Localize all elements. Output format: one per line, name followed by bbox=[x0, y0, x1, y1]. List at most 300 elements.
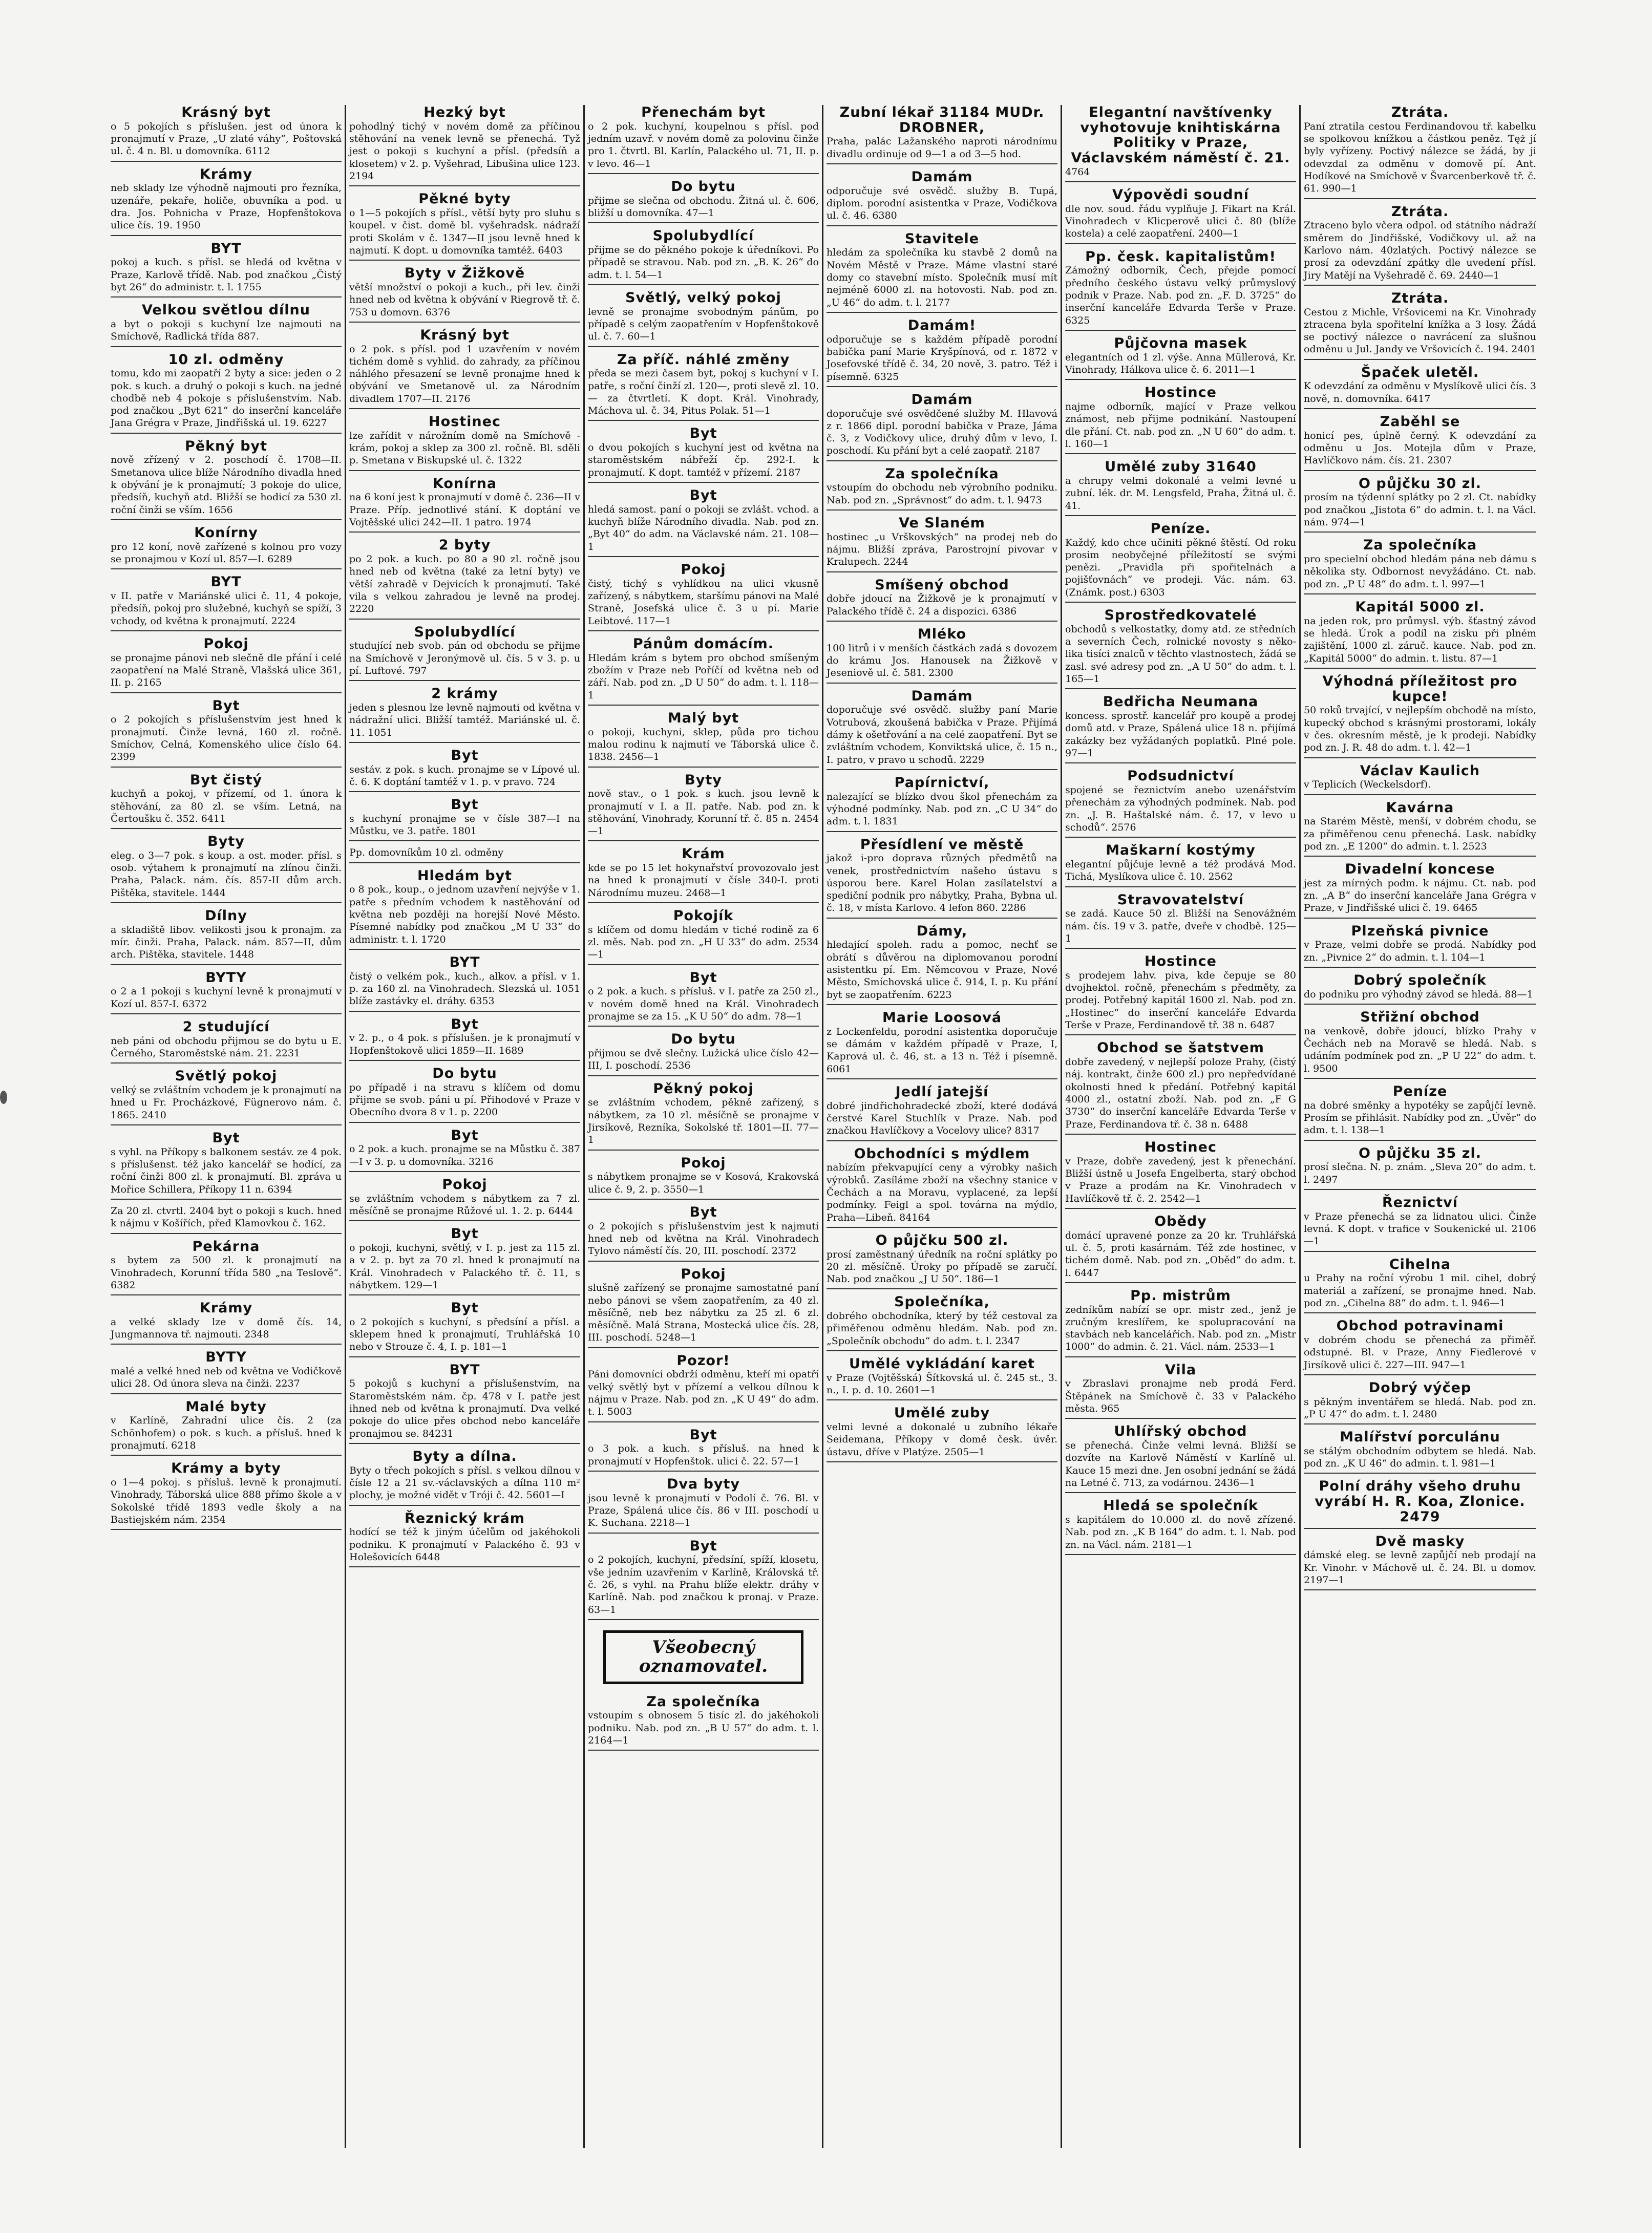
ad-heading: Umělé zuby 31640 bbox=[1105, 459, 1257, 475]
ad-text: s kapitálem do 10.000 zl. do nově zřízené. Nab. pod zn. „K B 164“ do adm. t. l. Nab. pod zn. na Václ. nám. 2181—1 bbox=[1065, 1514, 1296, 1550]
ad-heading: Smíšený obchod bbox=[875, 577, 1009, 593]
classified-ad bbox=[1304, 1146, 1536, 1190]
ad-text: dobré jindřichohradecké zboží, které dodává čerstvé Karel Stuchlík v Praze. Nab. pod značkou Havlíčkovy a Vocelovy ulice? 8317 bbox=[827, 1100, 1057, 1137]
classified-ad bbox=[588, 846, 819, 903]
classified-ad bbox=[588, 179, 819, 223]
ad-heading: Pokoj bbox=[681, 1155, 726, 1171]
classified-ad bbox=[111, 575, 342, 631]
ad-heading: Papírnictví, bbox=[894, 774, 990, 791]
ad-heading: Uhlířský obchod bbox=[1114, 1423, 1247, 1440]
classified-ad bbox=[1304, 365, 1536, 409]
classified-ad bbox=[827, 1233, 1057, 1290]
ad-heading: Spolubydlící bbox=[414, 624, 516, 640]
ad-heading: Damám bbox=[911, 688, 973, 704]
ad-text: na venkově, dobře jdoucí, blízko Prahy v Čechách neb na Moravě se hledá. Nab. s udáním podmínek pod zn. „P U 22“ do adm. t. l. 9500 bbox=[1304, 1025, 1536, 1074]
ad-heading: Malý byt bbox=[667, 710, 739, 726]
ad-heading: Za společníka bbox=[1363, 537, 1477, 554]
ad-heading: Bedřicha Neumana bbox=[1103, 694, 1259, 710]
ad-heading: Pokoj bbox=[442, 1176, 488, 1193]
ad-heading: Obchod potravinami bbox=[1336, 1318, 1504, 1334]
ad-text: se zvláštním vchodem s nábytkem za 7 zl. měsíčně se pronajme Růžové ul. 1. 2. p. 6444 bbox=[349, 1193, 580, 1217]
classified-ad bbox=[588, 562, 819, 631]
ad-text: předa se mezi časem byt, pokoj s kuchyní v I. patře, s roční činží zl. 120—, proti slevě zl. 10.— za čtvrtletí. K dopt. Král. Vinohrady, Máchova ul. č. 34, Pitus Polak. 51—1 bbox=[588, 368, 819, 417]
classified-ad bbox=[111, 1131, 342, 1200]
classified-ad bbox=[349, 797, 580, 841]
ad-heading: Hostinec bbox=[1145, 1139, 1217, 1155]
ad-text: neb páni od obchodu přijmou se do bytu u E. Černého, Staroměstské nám. 21. 2231 bbox=[111, 1035, 342, 1059]
ad-text: se přenechá. Činže velmi levná. Bližší se dozvíte na Karlově Náměstí v Karlíně ul. Kauce 15 mezi dne. Jen osobní jednání se žádá na Letné č. 713, za vodárnou. 2436—1 bbox=[1065, 1440, 1296, 1488]
classified-ad bbox=[827, 837, 1057, 919]
ad-heading: Pěkný byt bbox=[184, 438, 268, 454]
ad-text: s klíčem od domu hledám v tiché rodině za 6 zl. měs. Nab. pod zn. „H U 33“ do adm. 2534—1 bbox=[588, 924, 819, 961]
ad-text: 50 roků trvající, v nejlepším obchodě na místo, kupecký obchod s krásnými prostorami, lokály v čes. okresním městě, je k prodeji. Nabídky pod zn. J. R. 48 do adm. t. l. 42—1 bbox=[1304, 705, 1536, 754]
ad-text: se zadá. Kauce 50 zl. Bližší na Senovážném nám. čís. 19 v 3. patře, dveře v chodbě. 125—1 bbox=[1065, 908, 1296, 944]
ad-text: obchodů s velkostatky, domy atd. ze středních a severních Čech, rolnické novosty s něko- lika tisíci znalců v těchto vlastnostech, žádá se zasl. své adresy pod zn. „A U 50“ do adm. t. l. 165—1 bbox=[1065, 623, 1296, 685]
ad-heading: 2 krámy bbox=[431, 686, 498, 702]
classified-ad bbox=[1065, 769, 1296, 838]
ad-heading: Damám! bbox=[907, 317, 977, 333]
ad-text: 5 pokojů s kuchyní a příslušenstvím, na Staroměstském nám. čp. 478 v I. patře jest ihned neb od května k pronajmutí. Dva velké pokoje do ulice přes obchod nebo kanceláře pronajmou se. 84231 bbox=[349, 1378, 580, 1439]
ad-text: malé a velké hned neb od května ve Vodičkově ulici 28. Od února sleva na činži. 2237 bbox=[111, 1366, 342, 1390]
classified-ad bbox=[588, 1694, 819, 1751]
ad-heading: Obchodníci s mýdlem bbox=[854, 1145, 1030, 1162]
ad-text: velmi levné a dokonalé u zubního lékaře Seidemana, Příkopy v domě česk. úvěr. ústavu, dříve v Platýze. 2505—1 bbox=[827, 1421, 1057, 1458]
classified-ad bbox=[349, 625, 580, 682]
ad-text: sestáv. z pok. s kuch. pronajme se v Lípové ul. č. 6. K doptání tamtéž v 1. p. v pravo. 724 bbox=[349, 763, 580, 788]
ad-text: studující neb svob. pán od obchodu se přijme na Smíchově v Jeronýmově ul. čís. 5 v 3. p. u pí. Luftové. 797 bbox=[349, 640, 580, 676]
classified-ad bbox=[111, 525, 342, 569]
ad-heading: BYT bbox=[449, 1362, 480, 1378]
classified-ad bbox=[1304, 1479, 1536, 1528]
ad-text: o 3 pok. a kuch. s přísluš. na hned k pronajmutí v Hopfenštok. ulici č. 22. 57—1 bbox=[588, 1443, 819, 1467]
classified-ad bbox=[1304, 674, 1536, 758]
ad-heading: Zubní lékař 31184 MUDr. DROBNER, bbox=[839, 105, 1045, 136]
classified-ad bbox=[349, 476, 580, 533]
ad-text: Praha, palác Lažanského naproti národnímu divadlu ordinuje od 9—1 a od 3—5 hod. bbox=[827, 136, 1057, 160]
ad-text: elegantních od 1 zl. výše. Anna Müllerová, Kr. Vinohrady, Hálkova ulice č. 6. 2011—1 bbox=[1065, 351, 1296, 375]
classified-ad bbox=[1065, 105, 1296, 182]
ad-text: o dvou pokojích s kuchyní jest od května na staroměstském nábřeží čp. 292-I. k pronajmutí. K dopt. tamtéž v přízemí. 2187 bbox=[588, 442, 819, 478]
classified-ad bbox=[588, 352, 819, 421]
ad-heading: Marie Loosová bbox=[882, 1010, 1002, 1026]
ad-heading: Do bytu bbox=[671, 1031, 736, 1048]
ad-text: se stálým obchodním odbytem se hledá. Nab. pod zn. „K U 46“ do admin. t. l. 981—1 bbox=[1304, 1445, 1536, 1470]
ad-text: po 2 pok. a kuch. po 80 a 90 zl. ročně jsou hned neb od května (také za letní byty) ve větší zahradě v Dejvicích k pronajmutí. Také vila s velkou zahradou je levně na prodej. 2220 bbox=[349, 554, 580, 615]
classified-ad bbox=[1304, 973, 1536, 1005]
classified-ad bbox=[111, 303, 342, 347]
ad-text: v Praze, velmi dobře se prodá. Nabídky pod zn. „Pivnice 2“ do admin. t. l. 104—1 bbox=[1304, 939, 1536, 963]
classified-ad bbox=[588, 1205, 819, 1262]
ad-text: s pěkným inventářem se hledá. Nab. pod zn. „P U 47“ do adm. t. l. 2480 bbox=[1304, 1396, 1536, 1420]
classified-ad bbox=[588, 1156, 819, 1200]
ad-text: o 2 pokojích s příslušenstvím jest hned k pronajmutí. Činže levná, 160 zl. ročně. Smíchov, Celná, Komenského ulice číslo 64. 2399 bbox=[111, 714, 342, 763]
ad-heading: Pěkné byty bbox=[418, 191, 511, 207]
ad-text: Páni domovníci obdrží odměnu, kteří mi opatří velký světlý byt v přízemí a velkou dílnou k nájmu v Praze. Nab. pod zn. „K U 49“ do adm. t. l. 5003 bbox=[588, 1369, 819, 1418]
ad-text: se zvláštním vchodem, pěkně zařízený, s nábytkem, za 10 zl. měsíčně se pronajme v Jirsíkově, Rezníka, Sokolské tř. 1801—II. 77—1 bbox=[588, 1097, 819, 1146]
classified-ad bbox=[111, 1350, 342, 1394]
column-4 bbox=[823, 105, 1062, 2148]
classified-ad bbox=[1065, 459, 1296, 516]
classified-ad bbox=[1304, 800, 1536, 857]
ad-heading: Dílny bbox=[205, 908, 247, 924]
ad-heading: Byty bbox=[207, 834, 245, 850]
classified-ad bbox=[827, 231, 1057, 313]
ad-text: prosím na týdenní splátky po 2 zl. Ct. nabídky pod značkou „Jistota 6“ do admin. t. l. na Václ. nám. 974—1 bbox=[1304, 492, 1536, 528]
ad-heading: 10 zl. odměny bbox=[168, 351, 284, 368]
ad-heading: Divadelní koncese bbox=[1345, 861, 1495, 878]
classified-ad bbox=[1065, 1140, 1296, 1209]
classified-ad bbox=[1304, 1318, 1536, 1375]
classified-ad bbox=[1065, 249, 1296, 331]
ad-heading: Ve Slaném bbox=[899, 515, 985, 531]
classified-ad bbox=[827, 466, 1057, 511]
classified-ad bbox=[349, 328, 580, 409]
ad-heading: Za společníka bbox=[646, 1693, 760, 1710]
ad-heading: Pozor! bbox=[676, 1352, 730, 1369]
classified-ad bbox=[111, 439, 342, 520]
classified-ad bbox=[349, 748, 580, 792]
ad-text: v Praze, dobře zavedený, jest k přenechání. Bližší ústně u Josefa Engelberta, starý obchod v Praze a prodám na Kr. Vinohradech v Havlíčkově tř. č. 2. 2542—1 bbox=[1065, 1155, 1296, 1204]
classified-ad bbox=[1065, 1498, 1296, 1555]
ad-text: nově stav., o 1 pok. s kuch. jsou levně k pronajmutí v I. a II. patře. Nab. pod zn. k stěhování, Vinohrady, Korunní tř. č. 85 n. 2454—1 bbox=[588, 788, 819, 837]
classified-ad bbox=[588, 228, 819, 285]
ad-text: slušně zařízený se pronajme samostatné paní nebo pánovi se všem zaopatřením, za 40 zl. měsíčně, neb bez nábytku za 25 zl. 6 zl. měsíčně. Malá Strana, Mostecká ulice čís. 28, III. poschodí. 5248—1 bbox=[588, 1282, 819, 1344]
ad-heading: Výhodná příležitost pro kupce! bbox=[1322, 673, 1518, 705]
ad-heading: Byt bbox=[689, 487, 717, 504]
ad-text: s nábytkem pronajme se v Kosová, Krakovská ulice č. 9, 2. p. 3550—1 bbox=[588, 1171, 819, 1195]
classified-ad bbox=[1304, 1084, 1536, 1141]
ad-text: jest za mírných podm. k nájmu. Ct. nab. pod zn. „A B“ do inserční kanceláře Jana Grégra v Praze, v Jindřišské ulici č. 19. 6465 bbox=[1304, 877, 1536, 914]
ad-heading: Mléko bbox=[917, 626, 967, 642]
ad-text: hledám za společníka ku stavbě 2 domů na Novém Městě v Praze. Máme vlastní staré domy co stavební místo. Společník musí mít nejméně 6000 zl. na hotovosti. Nab. pod zn. „U 46“ do adm. t. l. 2177 bbox=[827, 247, 1057, 308]
ad-text: v II. patře v Mariánské ulici č. 11, 4 pokoje, předsíň, pokoj pro služebné, kuchyň se spíží, 3 vchody, od května k pronajmutí. 2224 bbox=[111, 590, 342, 627]
classified-ad bbox=[827, 1406, 1057, 1462]
classified-ad bbox=[827, 1146, 1057, 1228]
ad-heading: Hledám byt bbox=[417, 867, 513, 884]
classified-ad bbox=[1065, 694, 1296, 763]
ad-text: levně se pronajme svobodným pánům, po případě s celým zaopatřením v Hopfenštokově ul. č. 7. 60—1 bbox=[588, 306, 819, 343]
ad-heading: Jedlí jatejší bbox=[895, 1083, 989, 1100]
ad-text: o 2 pok. a kuch. pronajme se na Můstku č. 387—I v 3. p. u domovníka. 3216 bbox=[349, 1143, 580, 1167]
ad-heading: Střižní obchod bbox=[1360, 1009, 1480, 1026]
classified-ad bbox=[111, 241, 342, 298]
ad-text: Paní ztratila cestou Ferdinandovou tř. kabelku se spolkovou knížkou a částkou peněz. Tęż jí byly vyřízeny. Poctivý nálezce se žádá, by ji odevzdal za odměnu v domově pí. Ant. Hodíkové na Smíchově v Švarcenberkově tř. č. 61. 990—1 bbox=[1304, 120, 1536, 195]
classified-ad bbox=[349, 105, 580, 186]
classified-ad bbox=[111, 834, 342, 903]
classified-ad bbox=[1304, 1257, 1536, 1314]
classified-ad bbox=[349, 1301, 580, 1357]
ad-heading: Do bytu bbox=[432, 1065, 497, 1081]
classified-ad bbox=[588, 773, 819, 842]
ad-heading: Vila bbox=[1164, 1362, 1197, 1378]
ad-text: na dobré směnky a hypotéky se zapůjčí levně. Prosím se přihlásit. Nabídky pod zn. „Úvěr“ do adm. t. l. 138—1 bbox=[1304, 1099, 1536, 1136]
classified-ad bbox=[1065, 336, 1296, 380]
classified-ad bbox=[1065, 1214, 1296, 1283]
ad-heading: Byt bbox=[689, 1427, 717, 1443]
ad-text: o 2 a 1 pokoji s kuchyní levně k pronajmutí v Kozí ul. 857-I. 6372 bbox=[111, 986, 342, 1010]
classified-ad bbox=[349, 192, 580, 261]
ad-heading: Spolubydlící bbox=[652, 228, 754, 244]
ad-heading: Krám bbox=[682, 846, 725, 862]
ad-heading: Kapitál 5000 zl. bbox=[1355, 599, 1485, 615]
classified-ad bbox=[1065, 1363, 1296, 1419]
ad-heading: 2 studující bbox=[182, 1019, 270, 1035]
ad-heading: Velkou světlou dílnu bbox=[142, 302, 310, 318]
ad-text: kde se po 15 let hokynařství provozovalo jest na hned k pronajmutí v čísle 340-I. proti Národnímu muzeu. 2468—1 bbox=[588, 862, 819, 899]
ad-text: 100 litrů i v menších částkách zadá s dovozem do krámu Jos. Hanousek na Žižkově v Jeseniově ul. č. 581. 2300 bbox=[827, 642, 1057, 679]
ad-text: Zámožný odborník, Čech, přejde pomocí předního českého ústavu velký průmyslový podnik v Praze. Nab. pod zn. „F. D. 3725“ do inserční kanceláře Edvarda Terše v Praze. 6325 bbox=[1065, 265, 1296, 326]
classified-ad bbox=[1065, 954, 1296, 1035]
ad-heading: Cihelna bbox=[1389, 1256, 1451, 1272]
ad-heading: Krásný byt bbox=[420, 327, 510, 343]
ad-heading: Pokoj bbox=[203, 635, 249, 652]
ad-heading: Elegantní navštívenky vyhotovuje knihtiskárna Politiky v Praze, Václavském náměstí č. 21. bbox=[1071, 105, 1290, 166]
ad-heading: Půjčovna masek bbox=[1114, 335, 1247, 351]
ad-text: s kuchyní pronajme se v čísle 387—I na Můstku, ve 3. patře. 1801 bbox=[349, 813, 580, 837]
classified-ad bbox=[827, 318, 1057, 387]
classified-ad bbox=[827, 392, 1057, 461]
ad-text: K odevzdání za odměnu v Myslíkově ulici čís. 3 nově, n. domovníka. 6417 bbox=[1304, 380, 1536, 405]
ad-heading: Obědy bbox=[1154, 1213, 1207, 1229]
classified-ad bbox=[827, 1010, 1057, 1079]
classified-ad bbox=[1304, 1010, 1536, 1079]
classified-ad bbox=[111, 1205, 342, 1234]
classified-ad bbox=[588, 105, 819, 174]
ad-text: Hledám krám s bytem pro obchod smíšeným zbožím v Praze neb Poříčí od května neb od září. Nab. pod zn. „D U 50“ do adm. t. l. 118—1 bbox=[588, 652, 819, 701]
ad-text: jakož i-pro doprava různých předmětů na venek, prostřednictvím našeho ústavu s úsporou bere. Karel Holan zasílatelství a spediční podnik pro nábytky, Praha, Bybna ul. č. 18, v místa Karlovo. 4 lefon 860. 2286 bbox=[827, 853, 1057, 914]
classified-ad bbox=[349, 1128, 580, 1172]
ad-heading: Krásný byt bbox=[181, 105, 271, 120]
ad-heading: Maškarní kostýmy bbox=[1106, 842, 1256, 859]
classified-ad bbox=[1304, 924, 1536, 968]
classified-ad bbox=[1304, 1430, 1536, 1474]
ad-text: nalezající se blízko dvou škol přenechám za výhodné podmínky. Nab. pod zn. „C U 34“ do adm. t. l. 1831 bbox=[827, 791, 1057, 827]
ad-heading: Krámy bbox=[199, 166, 253, 182]
classified-ad bbox=[827, 1294, 1057, 1351]
ad-text: dobře jdoucí na Žižkově je k pronajmutí v Palackého třídě č. 24 a dispozici. 6386 bbox=[827, 593, 1057, 617]
ad-text: a chrupy velmi dokonalé a velmi levné u zubní. lék. dr. M. Lengsfeld, Praha, Žitná ul. č. 41. bbox=[1065, 475, 1296, 512]
ad-text: jeden s plesnou lze levně najmouti od května v nádražní ulici. Bližší tamtéž. Mariánské ul. č. 11. 1051 bbox=[349, 701, 580, 738]
ad-heading: Stravovatelství bbox=[1117, 891, 1244, 908]
ad-text: po případě i na stravu s klíčem od domu přijme se svob. páni u pí. Přihodové v Praze v Obecního dvora 8 v 1. p. 2200 bbox=[349, 1081, 580, 1118]
ad-text: o 2 pokojích, kuchyní, předsíní, spíží, klosetu, vše jedním uzavřením v Karlíně, Královská tř. č. 26, s vyhl. na Prahu blíže elektr. dráhy v Karlíně. Nab. pod značkou k pronaj. v Praze. 63—1 bbox=[588, 1554, 819, 1615]
ad-text: Cestou z Michle, Vršovicemi na Kr. Vinohrady ztracena byla spořitelní knížka a 3 losy. Žádá se poctivý nálezce o navrácení za slušnou odměnu u Jul. Jandy ve Vršovicích č. 194. 2401 bbox=[1304, 306, 1536, 355]
ad-heading: BYTY bbox=[205, 1349, 247, 1366]
ad-heading: Hostinec bbox=[429, 414, 501, 430]
classified-ad bbox=[1304, 204, 1536, 286]
classified-ad bbox=[349, 1363, 580, 1444]
classified-ad bbox=[827, 689, 1057, 770]
classified-ad bbox=[349, 868, 580, 950]
ad-heading: Umělé zuby bbox=[894, 1405, 990, 1421]
classified-ad bbox=[1304, 600, 1536, 669]
ad-text: prosí zaměstnaný úředník na roční splátky po 20 zl. měsíčně. Úroky po případě se zaručí. Nab. pod značkou „J U 50“. 186—1 bbox=[827, 1248, 1057, 1285]
classified-ad bbox=[588, 488, 819, 557]
ad-heading: Byt bbox=[689, 1538, 717, 1554]
ad-text: v Teplicích (Weckelsdorf). bbox=[1304, 779, 1431, 791]
ad-text: pro specielní obchod hledám pána neb dámu s několika sty. Odbornost nevyžádáno. Ct. nab. pod zn. „P U 48“ do adm. t. l. 997—1 bbox=[1304, 554, 1536, 590]
ad-heading: Byty bbox=[685, 772, 722, 788]
ad-text: velký se zvláštním vchodem je k pronajmutí na hned u Fr. Procházkové, Fügnerovo nám. č. 1865. 2410 bbox=[111, 1084, 342, 1121]
ad-heading: Hostince bbox=[1145, 385, 1217, 401]
ad-heading: Byt bbox=[451, 1016, 479, 1032]
ad-text: dobře zavedený, v nejlepší poloze Prahy, (čistý náj. kontrakt, činže 600 zl.) pro nepředvídané okolnosti hned k předání. Potřebný kapitál 4000 zl., ostatní zboží. Nab. pod zn. „F G 3730“ do inserční kanceláře Edvarda Terše v Praze, Ferdinandova tř. č. 38 n. 6488 bbox=[1065, 1056, 1296, 1130]
column-5 bbox=[1062, 105, 1301, 2148]
column-2 bbox=[346, 105, 585, 2148]
ad-heading: Kavárna bbox=[1386, 799, 1454, 816]
ad-heading: Dobrý výčep bbox=[1368, 1379, 1472, 1396]
ad-text: hledá samost. paní o pokoji se zvlášt. vchod. a kuchyň blíže Národního divadla. Nab. pod zn. „Byt 40“ do adm. na Václavské nám. 21. 108—1 bbox=[588, 503, 819, 552]
ad-text: lze zařídit v nárožním domě na Smíchově - krám, pokoj a sklep za 300 zl. ročně. Bl. sděli p. Smetana v Biskupské ul. č. 1322 bbox=[349, 430, 580, 466]
ad-text: přijme se do pěkného pokoje k úředníkovi. Po případě se stravou. Nab. pod zn. „B. K. 26“ do adm. t. l. 54—1 bbox=[588, 244, 819, 281]
classified-ad bbox=[588, 290, 819, 347]
ad-heading: Byt bbox=[451, 1300, 479, 1316]
classified-ad bbox=[349, 1226, 580, 1295]
classified-ad bbox=[588, 1267, 819, 1348]
ad-heading: Byt bbox=[451, 747, 479, 763]
ad-heading: Stavitele bbox=[904, 230, 980, 247]
classified-ad bbox=[588, 1081, 819, 1151]
ad-heading: O půjčku 35 zl. bbox=[1359, 1145, 1481, 1161]
ad-heading: Výpovědi soudní bbox=[1112, 187, 1249, 203]
classified-ad bbox=[588, 1032, 819, 1076]
ad-heading: Byty v Žižkově bbox=[404, 265, 525, 282]
classified-ad bbox=[111, 1399, 342, 1456]
ad-heading: Dámy, bbox=[916, 923, 968, 939]
ad-text: o 2 pokojích s kuchyní, s předsíní a přísl. a sklepem hned k pronajmutí, Truhlářská 10 nebo v Strouze č. 4, I. p. 181—1 bbox=[349, 1316, 580, 1353]
ad-heading: Řeznický krám bbox=[405, 1510, 525, 1526]
ad-text: odporučuje své osvědč. služby B. Tupá, diplom. porodní asistentka v Praze, Vodičkova ul. č. 46. 6380 bbox=[827, 185, 1057, 222]
ad-text: 4764 bbox=[1065, 166, 1090, 178]
ad-text: jsou levně k pronajmutí v Podolí č. 76. Bl. v Praze, Spálená ulice čís. 86 v III. poschodí u K. Suchana. 2218—1 bbox=[588, 1492, 819, 1529]
ad-text: v Karlíně, Zahradní ulice čís. 2 (za Schönhofem) o pok. s kuch. a přísluš. hned k pronajmutí. 6218 bbox=[111, 1415, 342, 1452]
ad-heading: Pekárna bbox=[192, 1238, 260, 1254]
ad-text: kuchyň a pokoj, v přízemí, od 1. února k stěhování, za 80 zl. se vším. Letná, na Čertoušku č. 352. 6411 bbox=[111, 788, 342, 824]
ad-heading: Polní dráhy všeho druhu vyrábí H. R. Koa, Zlonice. 2479 bbox=[1315, 1478, 1526, 1525]
column-1 bbox=[108, 105, 346, 2148]
ad-heading: O půjčku 500 zl. bbox=[875, 1232, 1009, 1248]
boxed-heading: Všeobecný oznamovatel. bbox=[603, 1630, 803, 1684]
ad-text: o 2 pokojích s příslušenstvím jest k najmutí hned neb od května na Král. Vinohradech Tylovo náměstí čís. 20, III. poschodí. 2372 bbox=[588, 1220, 819, 1257]
classified-ad bbox=[111, 636, 342, 693]
ad-heading: Malířství porculánu bbox=[1340, 1429, 1500, 1445]
ad-text: do podniku pro výhodný závod se hledá. 88—1 bbox=[1304, 988, 1533, 1000]
ad-text: hostinec „u Vrškovských“ na prodej neb do nájmu. Bližší zpráva, Parostrojní pivovar v Kralupech. 2244 bbox=[827, 531, 1057, 568]
ad-heading: Byt bbox=[212, 697, 240, 714]
classified-ad bbox=[1065, 1424, 1296, 1493]
classified-ad bbox=[827, 578, 1057, 622]
ad-heading: Pokojík bbox=[673, 908, 734, 924]
ad-heading: Za společníka bbox=[885, 465, 999, 482]
ad-heading: Krámy a byty bbox=[171, 1460, 281, 1477]
classified-ad bbox=[111, 167, 342, 236]
classified-ad bbox=[1304, 1380, 1536, 1424]
classified-ad bbox=[588, 1539, 819, 1620]
ad-heading: Ztráta. bbox=[1391, 203, 1449, 220]
ad-text: doporučuje své osvědč. služby paní Marie Votrubová, zkoušená babička v Praze. Přijímá dámy k ošetřování a na celé zaopatření. Byt se zvláštním vchodem, Konviktská ulice, č. 15 n., I. patro, v pravo u schodů. 2229 bbox=[827, 704, 1057, 765]
ad-text: na Starém Městě, menší, v dobrém chodu, se za přiměřenou cenu přenechá. Lask. nabídky pod zn. „E 1200“ do admin. t. l. 2523 bbox=[1304, 816, 1536, 852]
ad-text: o 1—5 pokojích s přísl., větší byty pro sluhu s koupel. v čist. domě bl. vyšehradsk. nádraží proti Skolám v č. 1347—II jsou levně hned k najmutí. K dopt. u domovníka tamtéž. 6403 bbox=[349, 207, 580, 256]
ad-text: v 2. p., o 4 pok. s příslušen. je k pronajmutí v Hopfenštokově ulici 1859—II. 1689 bbox=[349, 1032, 580, 1056]
classified-ad bbox=[588, 636, 819, 706]
ad-heading: Ztráta. bbox=[1391, 290, 1449, 306]
ad-heading: Umělé vykládání karet bbox=[849, 1356, 1035, 1372]
ad-text: na 6 koní jest k pronajmutí v domě č. 236—II v Praze. Příp. jednotlivé stání. K doptání ve Vojtěšské ulici 242—II. 1 patro. 1974 bbox=[349, 492, 580, 528]
ad-text: spojené se řeznictvím anebo uzenářstvím přenechám za výhodných podmínek. Nab. pod zn. „J. B. Haštalské nám. č. 17, v levo u schodů“. 2576 bbox=[1065, 784, 1296, 833]
classified-ad bbox=[1304, 291, 1536, 360]
classified-ad bbox=[1304, 862, 1536, 919]
classified-ad bbox=[827, 627, 1057, 684]
ad-text: pokoj a kuch. s přísl. se hledá od května v Praze, Karlově třídě. Nab. pod značkou „Čistý byt 26“ do administr. t. l. 1755 bbox=[111, 257, 342, 293]
ad-heading: Krámy bbox=[199, 1300, 253, 1316]
ad-text: zedníkům nabízí se opr. mistr zed., jenž je zručným kreslířem, ke spolupracování na stavbách neb kancelářích. Nab. pod zn. „Mistr 1000“ do admin. č. 21. Václ. nám. 2533—1 bbox=[1065, 1304, 1296, 1353]
ad-heading: Dvě masky bbox=[1375, 1533, 1465, 1549]
classified-ad bbox=[1065, 385, 1296, 454]
classified-ad bbox=[111, 1301, 342, 1345]
ad-text: dobrého obchodníka, který by též cestoval za přiměřenou odměnu hledám. Nab. pod zn. „Společník obchodu“ do adm. t. l. 2347 bbox=[827, 1310, 1057, 1347]
classified-ad bbox=[827, 1084, 1057, 1141]
ad-text: z Lockenfeldu, porodní asistentka doporučuje se dámám v každém případě v Praze, I, Kaprová ul. č. 46, st. a 13 n. Též i písemně. 6061 bbox=[827, 1026, 1057, 1075]
ad-heading: BYT bbox=[210, 240, 242, 257]
ad-heading: Ztráta. bbox=[1391, 105, 1449, 120]
ad-text: najme odborník, mající v Praze velkou známost, neb přijme podnikání. Nastoupení dle přání. Ct. nab. pod zn. „N U 60“ do adm. t. l. 160—1 bbox=[1065, 400, 1296, 450]
classified-ad bbox=[111, 1019, 342, 1064]
classified-ad bbox=[349, 686, 580, 743]
ad-text: odporučuje se s každém případě porodní babička paní Marie Kryšpínová, od r. 1872 v Josefovské třídě č. 34, 20 nově, 3. patro. Též i písemně. 6325 bbox=[827, 333, 1057, 382]
ad-text: o 1—4 pokoj. s přísluš. levně k pronajmutí. Vinohrady, Táborská ulice 888 přímo škole a v Sokolské třídě 1893 vedle školy a na Bastiejském nám. 2354 bbox=[111, 1477, 342, 1525]
classified-ad bbox=[111, 1461, 342, 1530]
ad-heading: Světlý pokoj bbox=[175, 1068, 278, 1084]
classified-ad bbox=[1065, 187, 1296, 244]
ad-text: přijmou se dvě slečny. Lužická ulice číslo 42—III, I. poschodí. 2536 bbox=[588, 1048, 819, 1072]
classified-ad bbox=[111, 105, 342, 162]
ad-text: větší množství o pokoji a kuch., při lev. činži hned neb od května k obývání v Riegrově tř. č. 753 u domovn. 6376 bbox=[349, 281, 580, 318]
ad-heading: Přenechám byt bbox=[641, 105, 766, 120]
classified-ad bbox=[349, 1511, 580, 1568]
classified-ad bbox=[1304, 414, 1536, 471]
classified-ad bbox=[1065, 608, 1296, 689]
column-3 bbox=[585, 105, 823, 2148]
ad-text: s bytem za 500 zl. k pronajmutí na Vinohradech, Korunní třída 580 „na Teslově“. 6382 bbox=[111, 1254, 342, 1291]
ad-heading: Hostince bbox=[1145, 953, 1217, 970]
ad-heading: Pánům domácím. bbox=[632, 635, 774, 652]
ad-text: tomu, kdo mi zaopatří 2 byty a sice: jeden o 2 pok. s kuch. a druhý o pokoji s kuch. na jedné chodbě neb 4 pokoje s příslušenstvím. Nab. pod značkou „Byt 621“ do inserční kanceláře Jana Grégra v Praze, Jindřišská ul. 19. 6227 bbox=[111, 368, 342, 429]
ad-heading: Pokoj bbox=[681, 1266, 726, 1282]
classified-ad bbox=[349, 538, 580, 619]
classified-ad bbox=[349, 955, 580, 1012]
ad-heading: Za příč. náhlé změny bbox=[617, 351, 790, 368]
ad-text: o 2 pok. s přísl. pod 1 uzavřením v novém tichém domě s vyhlid. do zahrady, za příčinou náhlého přesazení se levně pronajme hned k obývání ve Smetanově ul. za Národním divadlem 1707—II. 2176 bbox=[349, 343, 580, 405]
classified-ad bbox=[827, 169, 1057, 226]
ad-heading: Pp. česk. kapitalistům! bbox=[1085, 248, 1276, 265]
ad-heading: Byty a dílna. bbox=[412, 1449, 517, 1464]
ad-heading: Řeznictví bbox=[1382, 1194, 1458, 1210]
ad-text: pohodlný tichý v novém domě za příčinou stěhování na venek levně se přenechá. Tyž jest o pokoji s kuchyní a přísl. (předsíň a klosetem) v 2. p. Vyšehrad, Libušina ulice 123. 2194 bbox=[349, 120, 580, 182]
classified-ad bbox=[588, 1353, 819, 1422]
ad-heading: Byt bbox=[212, 1130, 240, 1146]
ad-heading: Pp. mistrům bbox=[1130, 1287, 1231, 1304]
classified-ad bbox=[827, 1356, 1057, 1400]
ad-heading: Byt čistý bbox=[189, 772, 263, 788]
ad-text: o pokoji, kuchyni, světlý, v I. p. jest za 115 zl. a v 2. p. byt za 70 zl. hned k pronajmutí na Král. Vinohradech v Palackého tř. č. 11, s nábytkem. 129—1 bbox=[349, 1242, 580, 1291]
ad-heading: Byt bbox=[451, 797, 479, 813]
classified-ad bbox=[111, 773, 342, 830]
ad-text: vstoupím s obnosem 5 tisíc zl. do jakéhokoli podniku. Nab. pod zn. „B U 57“ do adm. t. l. 2164—1 bbox=[588, 1710, 819, 1746]
ad-heading: Hledá se společník bbox=[1103, 1498, 1258, 1514]
ad-text: domácí upravené ponze za 20 kr. Truhlářská ul. č. 5, proti kasárnám. Též zde hostinec, v tichém domě. Nab. pod zn. „Oběd“ do adm. t. l. 6447 bbox=[1065, 1229, 1296, 1279]
newspaper-page bbox=[108, 105, 1541, 2148]
ad-text: Pp. domovníkům 10 zl. odměny bbox=[349, 847, 504, 859]
